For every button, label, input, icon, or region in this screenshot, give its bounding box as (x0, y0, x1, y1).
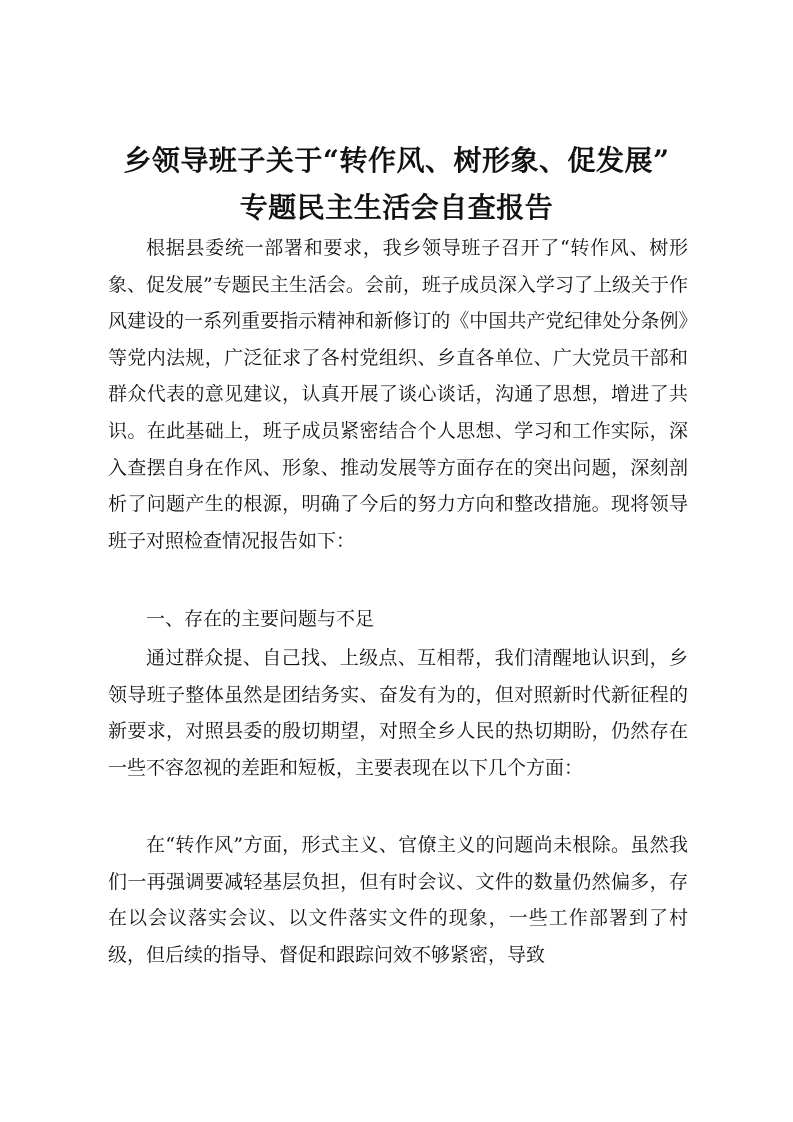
work-style-paragraph: 在“转作风”方面，形式主义、官僚主义的问题尚未根除。虽然我们一再强调要减轻基层负担，但有时会议、文件的数量仍然偏多，存在以会议落实会议、以文件落实文件的现象，一些工作部署到了村级，但后续的指导、督促和跟踪问效不够紧密，导致 (108, 834, 688, 966)
document-title-line-2: 专题民主生活会自查报告 (239, 191, 554, 224)
problems-overview-paragraph: 通过群众提、自己找、上级点、互相帮，我们清醒地认识到，乡领导班子整体虽然是团结务实、奋发有为的，但对照新时代新征程的新要求，对照县委的殷切期望，对照全乡人民的热切期盼，仍然存在一些不容忽视的差距和短板，主要表现在以下几个方面： (108, 647, 688, 779)
document-title-line-1: 乡领导班子关于“转作风、树形象、促发展” (123, 144, 670, 177)
section-heading-1: 一、存在的主要问题与不足 (146, 608, 375, 630)
intro-paragraph: 根据县委统一部署和要求，我乡领导班子召开了“转作风、树形象、促发展”专题民主生活会。会前，班子成员深入学习了上级关于作风建设的一系列重要指示精神和新修订的《中国共产党纪律处分条例》等党内法规，广泛征求了各村党组织、乡直各单位、广大党员干部和群众代表的意见建议，认真开展了谈心谈话，沟通了思想，增进了共识。在此基础上，班子成员紧密结合个人思想、学习和工作实际，深入查摆自身在作风、形象、推动发展等方面存在的突出问题，深刻剖析了问题产生的根源，明确了今后的努力方向和整改措施。现将领导班子对照检查情况报告如下： (108, 237, 688, 552)
